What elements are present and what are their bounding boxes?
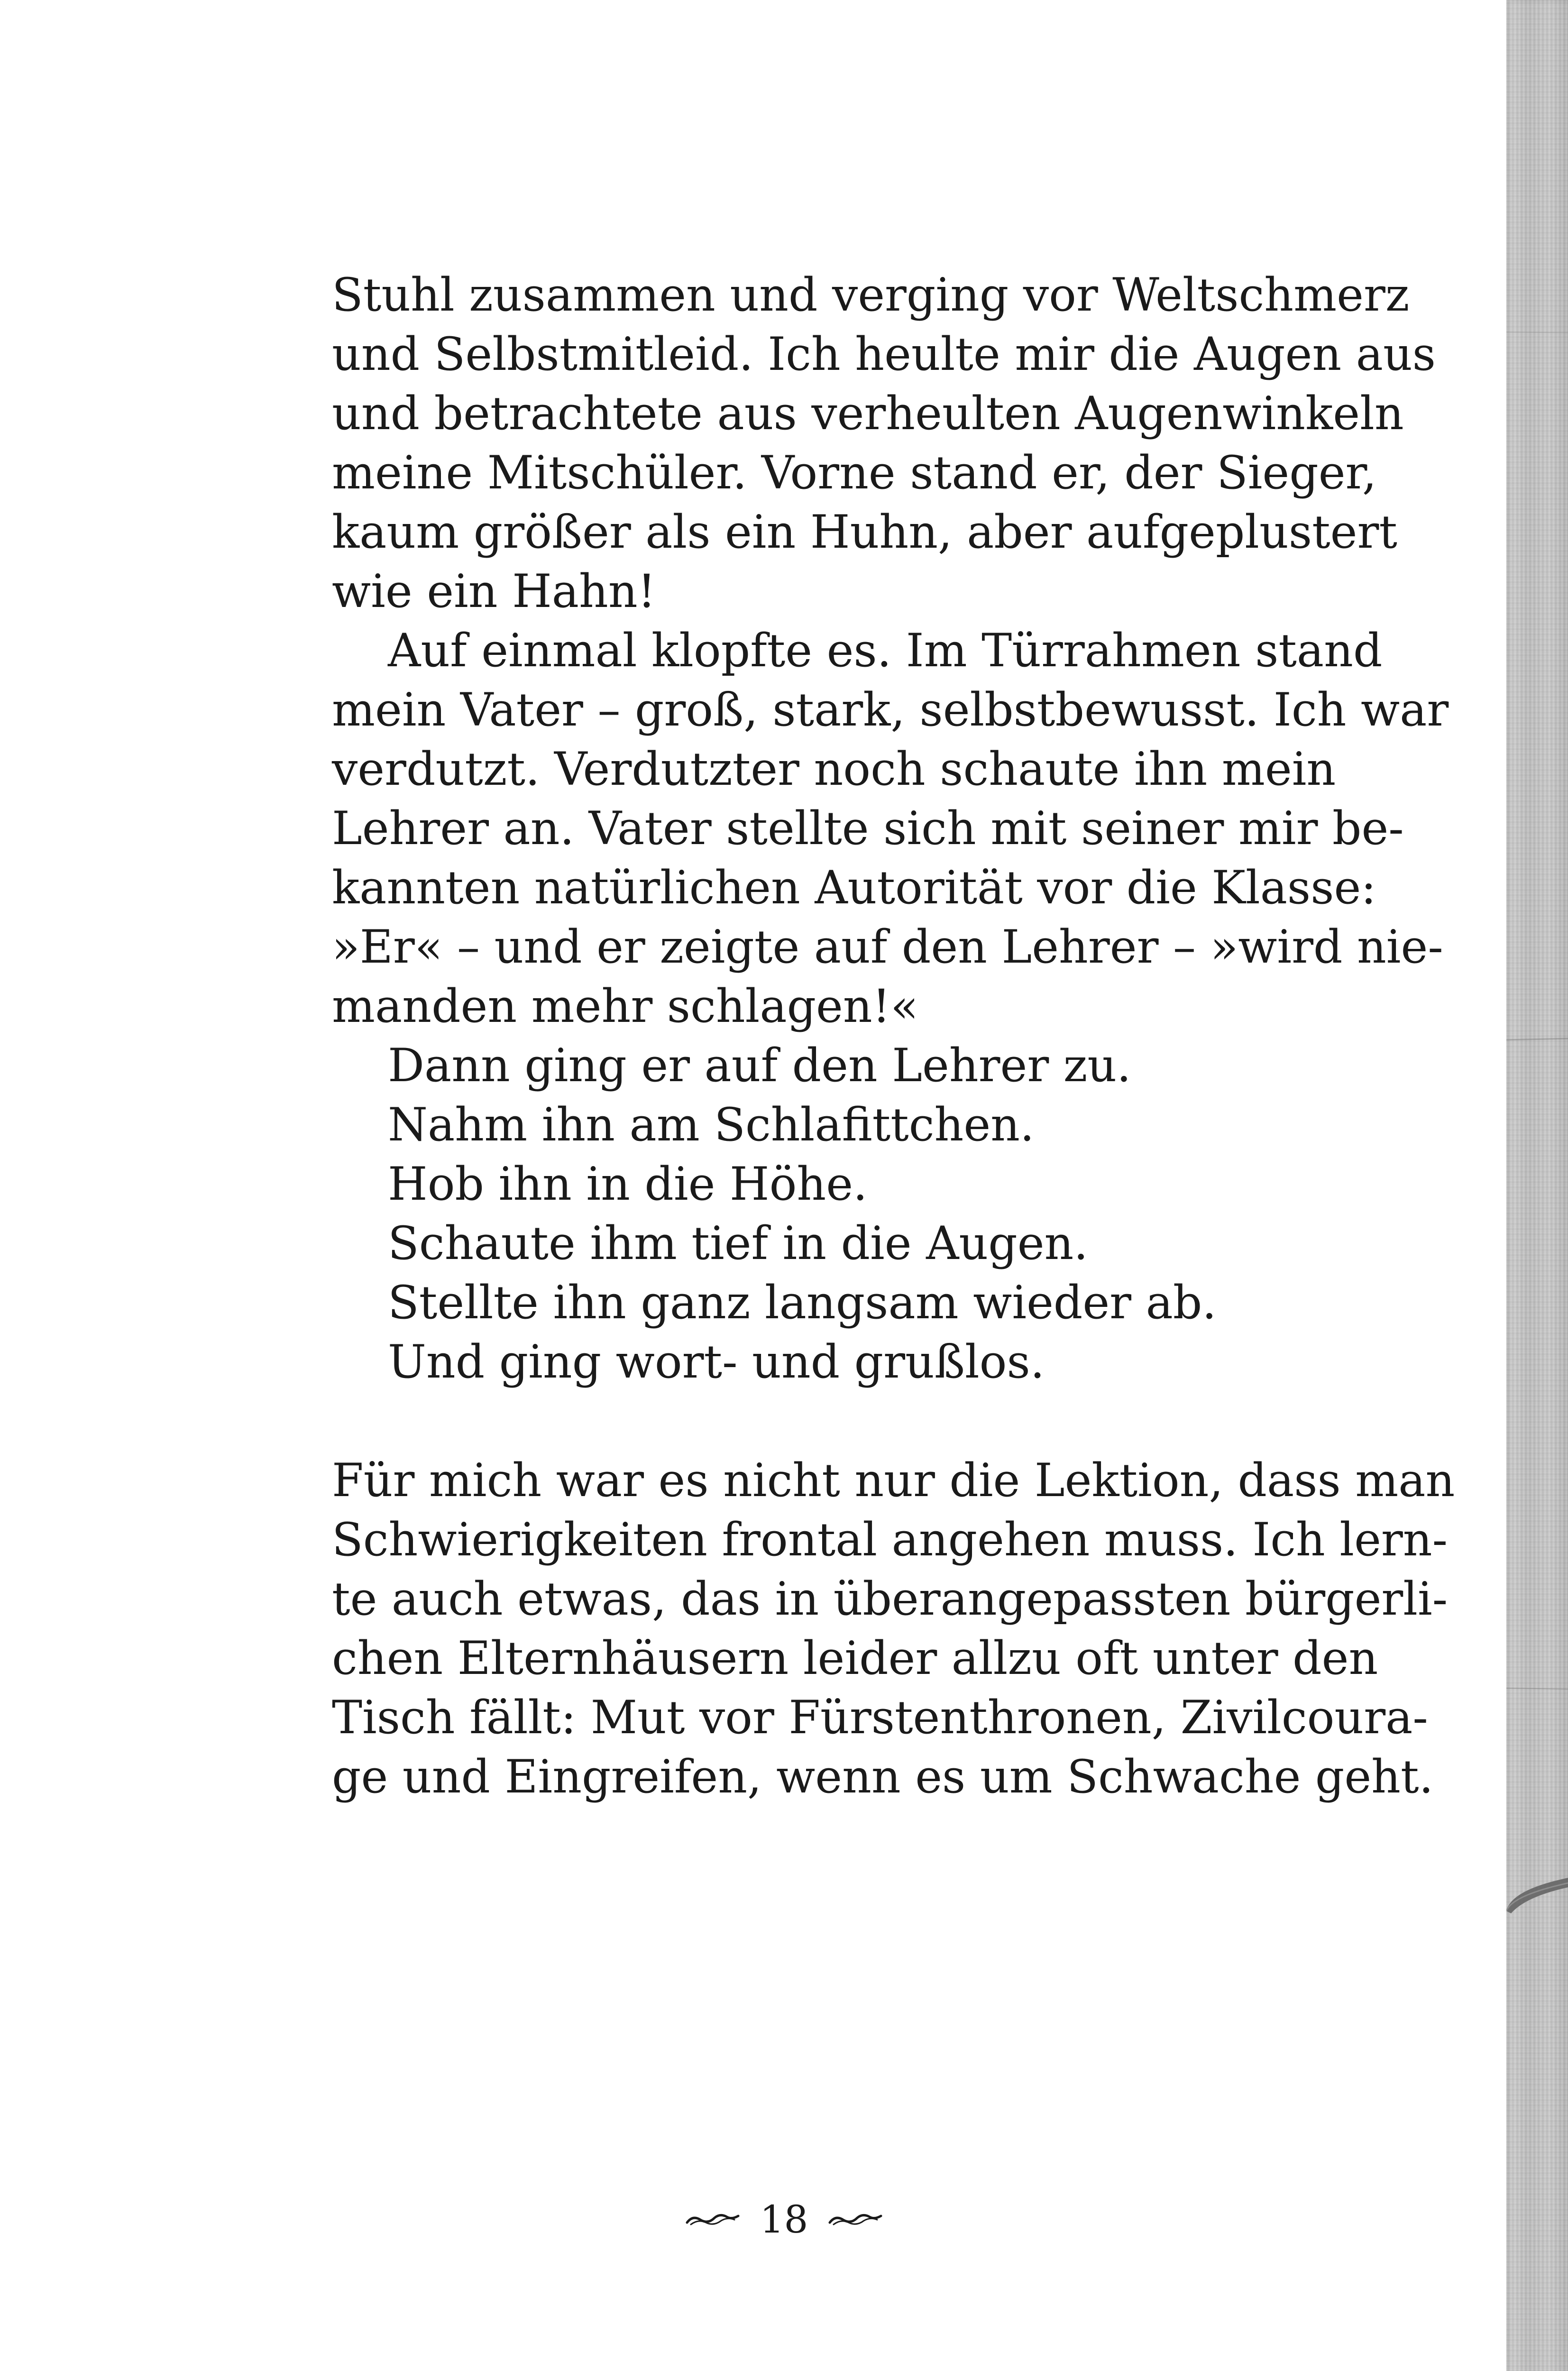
closing-paragraph bbox=[332, 1451, 1455, 1807]
text-line: ge und Eingreifen, wenn es um Schwache geht. bbox=[332, 1750, 1434, 1803]
text-line: meine Mitschüler. Vorne stand er, der Sieger, bbox=[332, 446, 1377, 499]
verse-line: Stellte ihn ganz langsam wieder ab. bbox=[388, 1276, 1217, 1329]
text-line: wie ein Hahn! bbox=[332, 565, 656, 618]
text-line: Lehrer an. Vater stellte sich mit seiner mir be- bbox=[332, 802, 1404, 855]
section-spacer bbox=[332, 1392, 1242, 1451]
text-line: und betrachtete aus verheulten Augenwinkeln bbox=[332, 387, 1404, 440]
verse-line: Schaute ihm tief in die Augen. bbox=[388, 1217, 1088, 1270]
swash-ornament-icon bbox=[827, 2210, 884, 2229]
paper-edge-strip bbox=[1506, 0, 1568, 2371]
text-line: Auf einmal klopfte es. Im Türrahmen stand bbox=[388, 624, 1383, 677]
text-line: manden mehr schlagen!« bbox=[332, 980, 918, 1033]
paper-fold-corner-icon bbox=[1506, 1852, 1568, 1913]
text-line: Tisch fällt: Mut vor Fürstenthronen, Zivilcoura- bbox=[332, 1691, 1428, 1744]
text-line: »Er« – und er zeigte auf den Lehrer – »wird nie- bbox=[332, 920, 1443, 974]
text-line: Stuhl zusammen und verging vor Weltschmerz bbox=[332, 268, 1410, 322]
paragraph-2 bbox=[332, 621, 1449, 1036]
text-line: kannten natürlichen Autorität vor die Klasse: bbox=[332, 861, 1376, 914]
verse-line: Nahm ihn am Schlafittchen. bbox=[388, 1098, 1035, 1151]
text-line: und Selbstmitleid. Ich heulte mir die Augen aus bbox=[332, 328, 1436, 381]
text-line: chen Elternhäusern leider allzu oft unter den bbox=[332, 1632, 1378, 1685]
text-line: te auch etwas, das in überangepassten bürgerli- bbox=[332, 1572, 1448, 1626]
verse-block bbox=[332, 1036, 1242, 1392]
text-line: verdutzt. Verdutzter noch schaute ihn mein bbox=[332, 743, 1336, 796]
verse-line: Und ging wort- und grußlos. bbox=[388, 1335, 1045, 1388]
text-line: mein Vater – groß, stark, selbstbewusst. Ich war bbox=[332, 683, 1449, 736]
swash-ornament-icon bbox=[684, 2210, 741, 2229]
verse-line: Hob ihn in die Höhe. bbox=[388, 1158, 868, 1211]
text-line: Für mich war es nicht nur die Lektion, dass man bbox=[332, 1454, 1455, 1507]
body-text bbox=[332, 266, 1455, 1807]
page-number: 18 bbox=[760, 2197, 808, 2242]
verse-line: Dann ging er auf den Lehrer zu. bbox=[388, 1039, 1131, 1092]
page-footer bbox=[0, 2193, 1568, 2243]
text-line: Schwierigkeiten frontal angehen muss. Ich lern- bbox=[332, 1513, 1448, 1566]
text-line: kaum größer als ein Huhn, aber aufgeplustert bbox=[332, 505, 1397, 559]
paragraph-1 bbox=[332, 266, 1436, 621]
